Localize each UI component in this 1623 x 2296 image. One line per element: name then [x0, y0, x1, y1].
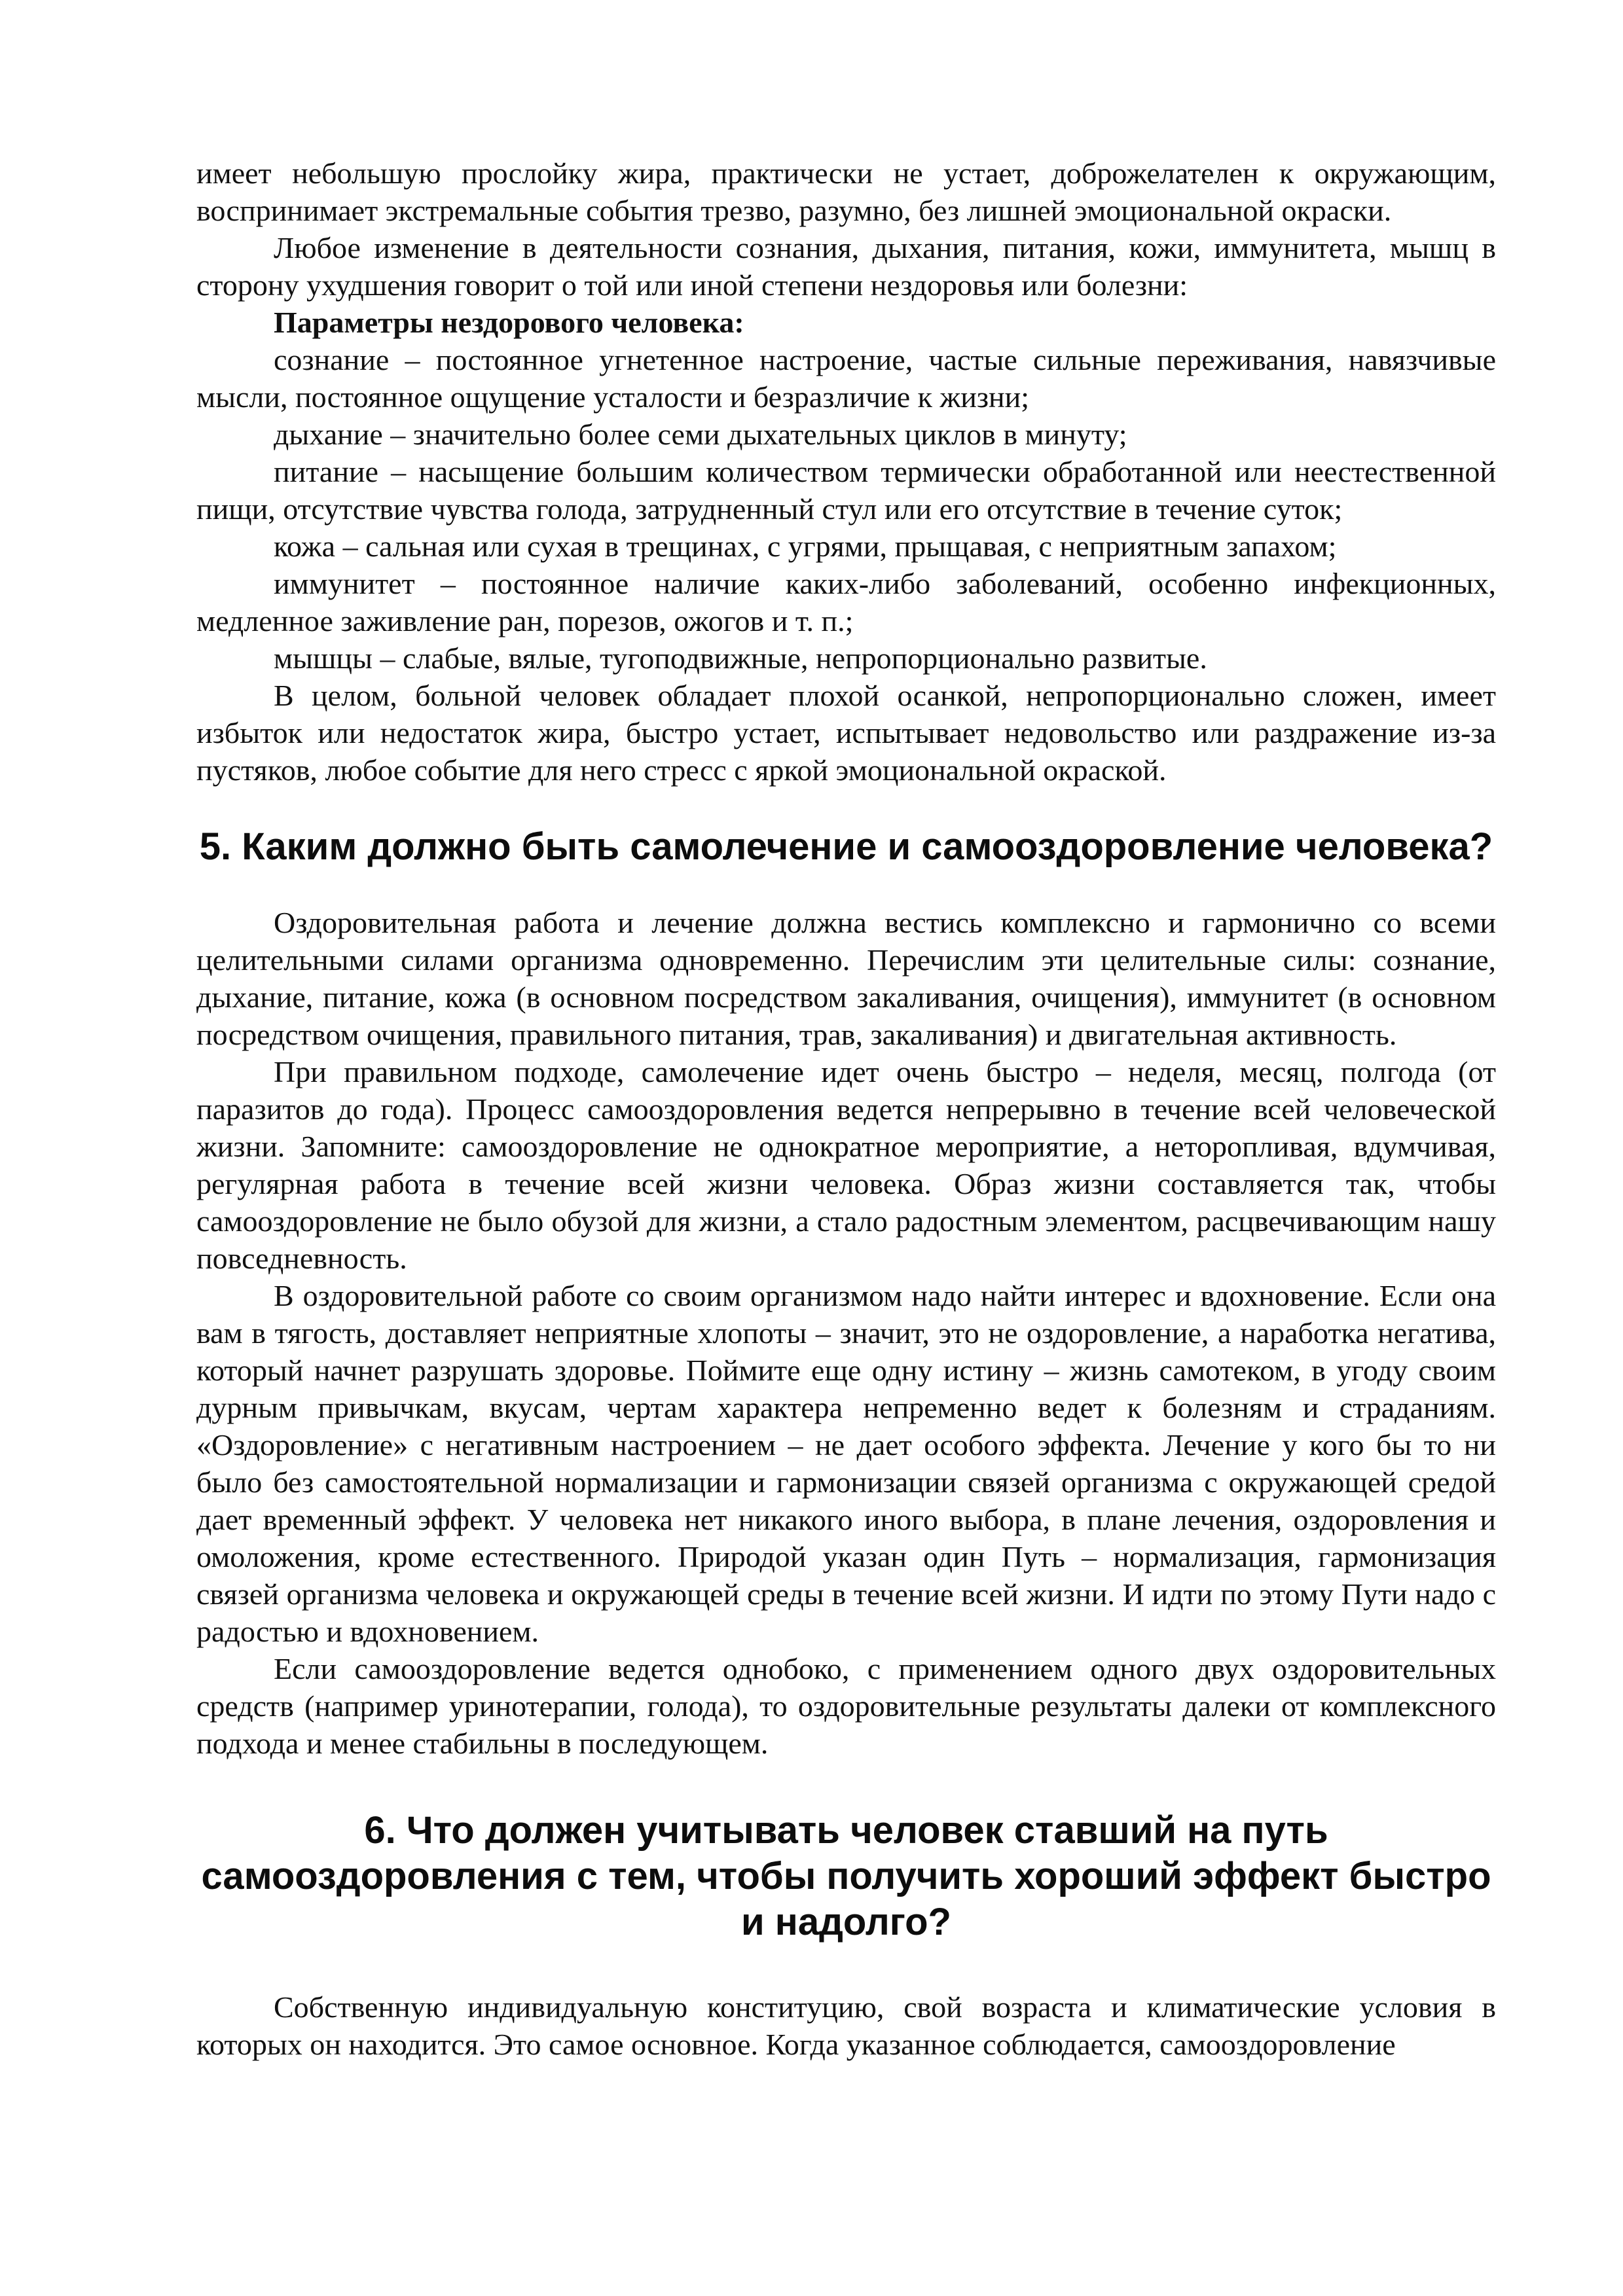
section-6-paragraph: Собственную индивидуальную конституцию, свой возраста и климатические условия в которых он находится. Это самое основное. Когда указанное соблюдается, самооздоровление: [196, 1990, 1496, 2061]
param-skin: кожа – сальная или сухая в трещинах, с угрями, прыщавая, с неприятным запахом;: [274, 529, 1337, 563]
param-immunity: иммунитет – постоянное наличие каких-либо заболеваний, особенно инфекционных, медленное заживление ран, порезов, ожогов и т. п.;: [196, 567, 1496, 637]
section-5-heading: 5. Каким должно быть самолечение и самооздоровление человека?: [199, 825, 1493, 868]
section-5-paragraph: В оздоровительной работе со своим организмом надо найти интерес и вдохновение. Если она вам в тягость, доставляет неприятные хлопоты – значит, это не оздоровление, а наработка негатива, который начнет разрушать здоровье. Поймите еще одну истину – жизнь самотеком, в угоду своим дурным привычкам, вкусам, чертам характера непременно ведет к болезням и страданиям. «Оздоровление» с негативным настроением – не дает особого эффекта. Лечение у кого бы то ни было без самостоятельной нормализации и гармонизации связей организма с окружающей средой дает временный эффект. У человека нет никакого иного выбора, в плане лечения, оздоровления и омоложения, кроме естественного. Природой указан один Путь – нормализация, гармонизация связей организма человека и окружающей среды в течение всей жизни. И идти по этому Пути надо с радостью и вдохновением.: [196, 1279, 1496, 1648]
param-nutrition: питание – насыщение большим количеством термически обработанной или неестественной пищи, отсутствие чувства голода, затрудненный стул или его отсутствие в течение суток;: [196, 455, 1496, 526]
paragraph-intro: Любое изменение в деятельности сознания, дыхания, питания, кожи, иммунитета, мышц в сторону ухудшения говорит о той или иной степени нездоровья или болезни:: [196, 231, 1496, 302]
params-heading: Параметры нездорового человека:: [274, 306, 744, 339]
section-5-paragraph: При правильном подходе, самолечение идет очень быстро – неделя, месяц, полгода (от паразитов до года). Процесс самооздоровления ведется непрерывно в течение всей человеческой жизни. Запомните: самооздоровление не однократное мероприятие, а неторопливая, вдумчивая, регулярная работа в течение всей жизни человека. Образ жизни составляется так, чтобы самооздоровление не было обузой для жизни, а стало радостным элементом, расцвечивающим нашу повседневность.: [196, 1055, 1496, 1275]
paragraph-summary: В целом, больной человек обладает плохой осанкой, непропорционально сложен, имеет избыток или недостаток жира, быстро устает, испытывает недовольство или раздражение из-за пустяков, любое событие для него стресс с яркой эмоциональной окраской.: [196, 679, 1496, 787]
section-6-heading-line: и надолго?: [741, 1901, 951, 1943]
section-5-paragraph: Если самооздоровление ведется однобоко, с применением одного двух оздоровительных средств (например уринотерапии, голода), то оздоровительные результаты далеки от комплексного подхода и менее стабильны в последующем.: [196, 1652, 1496, 1760]
document-page: [196, 154, 1496, 2063]
section-6-heading-line: 6. Что должен учитывать человек ставший на путь: [364, 1809, 1328, 1852]
param-muscles: мышцы – слабые, вялые, тугоподвижные, непропорционально развитые.: [274, 641, 1207, 675]
param-consciousness: сознание – постоянное угнетенное настроение, частые сильные переживания, навязчивые мысли, постоянное ощущение усталости и безразличие к жизни;: [196, 343, 1496, 414]
section-6-heading-line: самооздоровления с тем, чтобы получить хороший эффект быстро: [201, 1855, 1491, 1897]
section-6-heading: [196, 1808, 1496, 1945]
paragraph-continuation: имеет небольшую прослойку жира, практически не устает, доброжелателен к окружающим, воспринимает экстремальные события трезво, разумно, без лишней эмоциональной окраски.: [196, 156, 1496, 227]
param-breathing: дыхание – значительно более семи дыхательных циклов в минуту;: [274, 418, 1127, 451]
section-5-paragraph: Оздоровительная работа и лечение должна вестись комплексно и гармонично со всеми целительными силами организма одновременно. Перечислим эти целительные силы: сознание, дыхание, питание, кожа (в основном посредством закаливания, очищения), иммунитет (в основном посредством очищения, правильного питания, трав, закаливания) и двигательная активность.: [196, 906, 1496, 1051]
